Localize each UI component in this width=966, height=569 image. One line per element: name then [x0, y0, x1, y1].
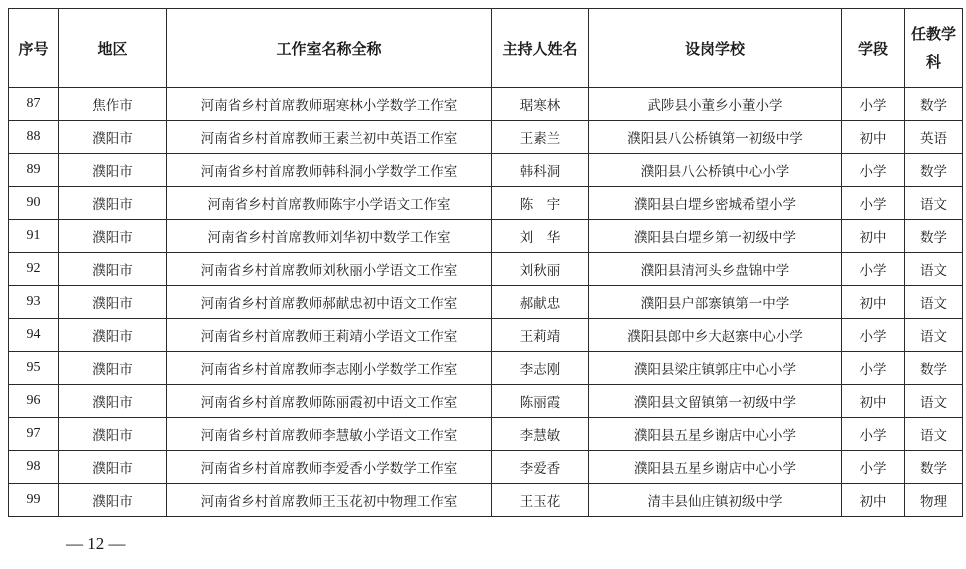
cell-region: 濮阳市 — [59, 187, 167, 220]
cell-school: 濮阳县白堽乡第一初级中学 — [589, 220, 842, 253]
cell-host: 李志刚 — [492, 352, 589, 385]
cell-seq: 95 — [9, 352, 59, 385]
cell-region: 濮阳市 — [59, 418, 167, 451]
cell-region: 濮阳市 — [59, 319, 167, 352]
cell-host: 陈 宇 — [492, 187, 589, 220]
cell-studio-name: 河南省乡村首席教师李慧敏小学语文工作室 — [167, 418, 492, 451]
table-row — [9, 88, 963, 121]
cell-host: 李慧敏 — [492, 418, 589, 451]
cell-region: 濮阳市 — [59, 352, 167, 385]
cell-level: 小学 — [842, 451, 905, 484]
cell-school: 濮阳县户部寨镇第一中学 — [589, 286, 842, 319]
cell-studio-name: 河南省乡村首席教师琚寒林小学数学工作室 — [167, 88, 492, 121]
cell-school: 濮阳县八公桥镇中心小学 — [589, 154, 842, 187]
studio-roster-table — [8, 8, 963, 517]
cell-studio-name: 河南省乡村首席教师王素兰初中英语工作室 — [167, 121, 492, 154]
table-row — [9, 253, 963, 286]
header-seq: 序号 — [9, 9, 59, 88]
cell-studio-name: 河南省乡村首席教师李爱香小学数学工作室 — [167, 451, 492, 484]
table-row — [9, 286, 963, 319]
cell-level: 小学 — [842, 187, 905, 220]
cell-seq: 89 — [9, 154, 59, 187]
cell-region: 濮阳市 — [59, 484, 167, 517]
cell-region: 濮阳市 — [59, 451, 167, 484]
cell-studio-name: 河南省乡村首席教师刘秋丽小学语文工作室 — [167, 253, 492, 286]
cell-school: 濮阳县梁庄镇郭庄中心小学 — [589, 352, 842, 385]
cell-host: 王素兰 — [492, 121, 589, 154]
cell-school: 濮阳县清河头乡盘锦中学 — [589, 253, 842, 286]
cell-seq: 91 — [9, 220, 59, 253]
cell-subject: 语文 — [905, 418, 963, 451]
cell-host: 王玉花 — [492, 484, 589, 517]
header-region: 地区 — [59, 9, 167, 88]
cell-level: 小学 — [842, 88, 905, 121]
cell-seq: 98 — [9, 451, 59, 484]
cell-seq: 92 — [9, 253, 59, 286]
cell-studio-name: 河南省乡村首席教师郝献忠初中语文工作室 — [167, 286, 492, 319]
cell-seq: 99 — [9, 484, 59, 517]
cell-host: 琚寒林 — [492, 88, 589, 121]
cell-host: 郝献忠 — [492, 286, 589, 319]
cell-school: 濮阳县白堽乡密城希望小学 — [589, 187, 842, 220]
header-subject: 任教学科 — [905, 9, 963, 88]
table-body — [9, 88, 963, 517]
cell-level: 小学 — [842, 154, 905, 187]
cell-region: 焦作市 — [59, 88, 167, 121]
table-row — [9, 418, 963, 451]
cell-seq: 87 — [9, 88, 59, 121]
cell-region: 濮阳市 — [59, 385, 167, 418]
cell-subject: 语文 — [905, 187, 963, 220]
table-row — [9, 451, 963, 484]
table-row — [9, 220, 963, 253]
cell-level: 小学 — [842, 319, 905, 352]
cell-subject: 数学 — [905, 88, 963, 121]
cell-studio-name: 河南省乡村首席教师陈宇小学语文工作室 — [167, 187, 492, 220]
cell-seq: 88 — [9, 121, 59, 154]
cell-seq: 96 — [9, 385, 59, 418]
cell-subject: 数学 — [905, 451, 963, 484]
cell-level: 初中 — [842, 286, 905, 319]
table-row — [9, 154, 963, 187]
table-row — [9, 352, 963, 385]
header-level: 学段 — [842, 9, 905, 88]
cell-studio-name: 河南省乡村首席教师王玉花初中物理工作室 — [167, 484, 492, 517]
cell-school: 濮阳县八公桥镇第一初级中学 — [589, 121, 842, 154]
cell-host: 刘 华 — [492, 220, 589, 253]
cell-school: 濮阳县五星乡谢店中心小学 — [589, 451, 842, 484]
header-host: 主持人姓名 — [492, 9, 589, 88]
cell-school: 濮阳县文留镇第一初级中学 — [589, 385, 842, 418]
cell-subject: 数学 — [905, 154, 963, 187]
table-row — [9, 187, 963, 220]
cell-level: 小学 — [842, 352, 905, 385]
cell-school: 清丰县仙庄镇初级中学 — [589, 484, 842, 517]
cell-region: 濮阳市 — [59, 220, 167, 253]
table-header-row — [9, 9, 963, 88]
cell-seq: 97 — [9, 418, 59, 451]
cell-school: 濮阳县五星乡谢店中心小学 — [589, 418, 842, 451]
cell-region: 濮阳市 — [59, 154, 167, 187]
cell-level: 小学 — [842, 418, 905, 451]
cell-host: 王莉靖 — [492, 319, 589, 352]
cell-seq: 90 — [9, 187, 59, 220]
page-number: — 12 — — [66, 534, 126, 553]
header-school: 设岗学校 — [589, 9, 842, 88]
cell-host: 陈丽霞 — [492, 385, 589, 418]
cell-level: 初中 — [842, 220, 905, 253]
table-row — [9, 484, 963, 517]
cell-level: 初中 — [842, 385, 905, 418]
cell-host: 刘秋丽 — [492, 253, 589, 286]
table-row — [9, 121, 963, 154]
cell-studio-name: 河南省乡村首席教师王莉靖小学语文工作室 — [167, 319, 492, 352]
cell-studio-name: 河南省乡村首席教师刘华初中数学工作室 — [167, 220, 492, 253]
cell-level: 初中 — [842, 484, 905, 517]
table-row — [9, 319, 963, 352]
cell-studio-name: 河南省乡村首席教师李志刚小学数学工作室 — [167, 352, 492, 385]
cell-subject: 物理 — [905, 484, 963, 517]
table-row — [9, 385, 963, 418]
cell-seq: 93 — [9, 286, 59, 319]
cell-studio-name: 河南省乡村首席教师陈丽霞初中语文工作室 — [167, 385, 492, 418]
cell-seq: 94 — [9, 319, 59, 352]
cell-region: 濮阳市 — [59, 286, 167, 319]
cell-region: 濮阳市 — [59, 121, 167, 154]
cell-subject: 语文 — [905, 319, 963, 352]
cell-region: 濮阳市 — [59, 253, 167, 286]
cell-level: 小学 — [842, 253, 905, 286]
cell-studio-name: 河南省乡村首席教师韩科洞小学数学工作室 — [167, 154, 492, 187]
cell-subject: 数学 — [905, 220, 963, 253]
cell-subject: 语文 — [905, 253, 963, 286]
cell-host: 李爱香 — [492, 451, 589, 484]
cell-subject: 数学 — [905, 352, 963, 385]
cell-subject: 语文 — [905, 385, 963, 418]
cell-host: 韩科洞 — [492, 154, 589, 187]
cell-subject: 语文 — [905, 286, 963, 319]
cell-level: 初中 — [842, 121, 905, 154]
cell-school: 濮阳县郎中乡大赵寨中心小学 — [589, 319, 842, 352]
cell-subject: 英语 — [905, 121, 963, 154]
cell-school: 武陟县小董乡小董小学 — [589, 88, 842, 121]
header-studio-name: 工作室名称全称 — [167, 9, 492, 88]
